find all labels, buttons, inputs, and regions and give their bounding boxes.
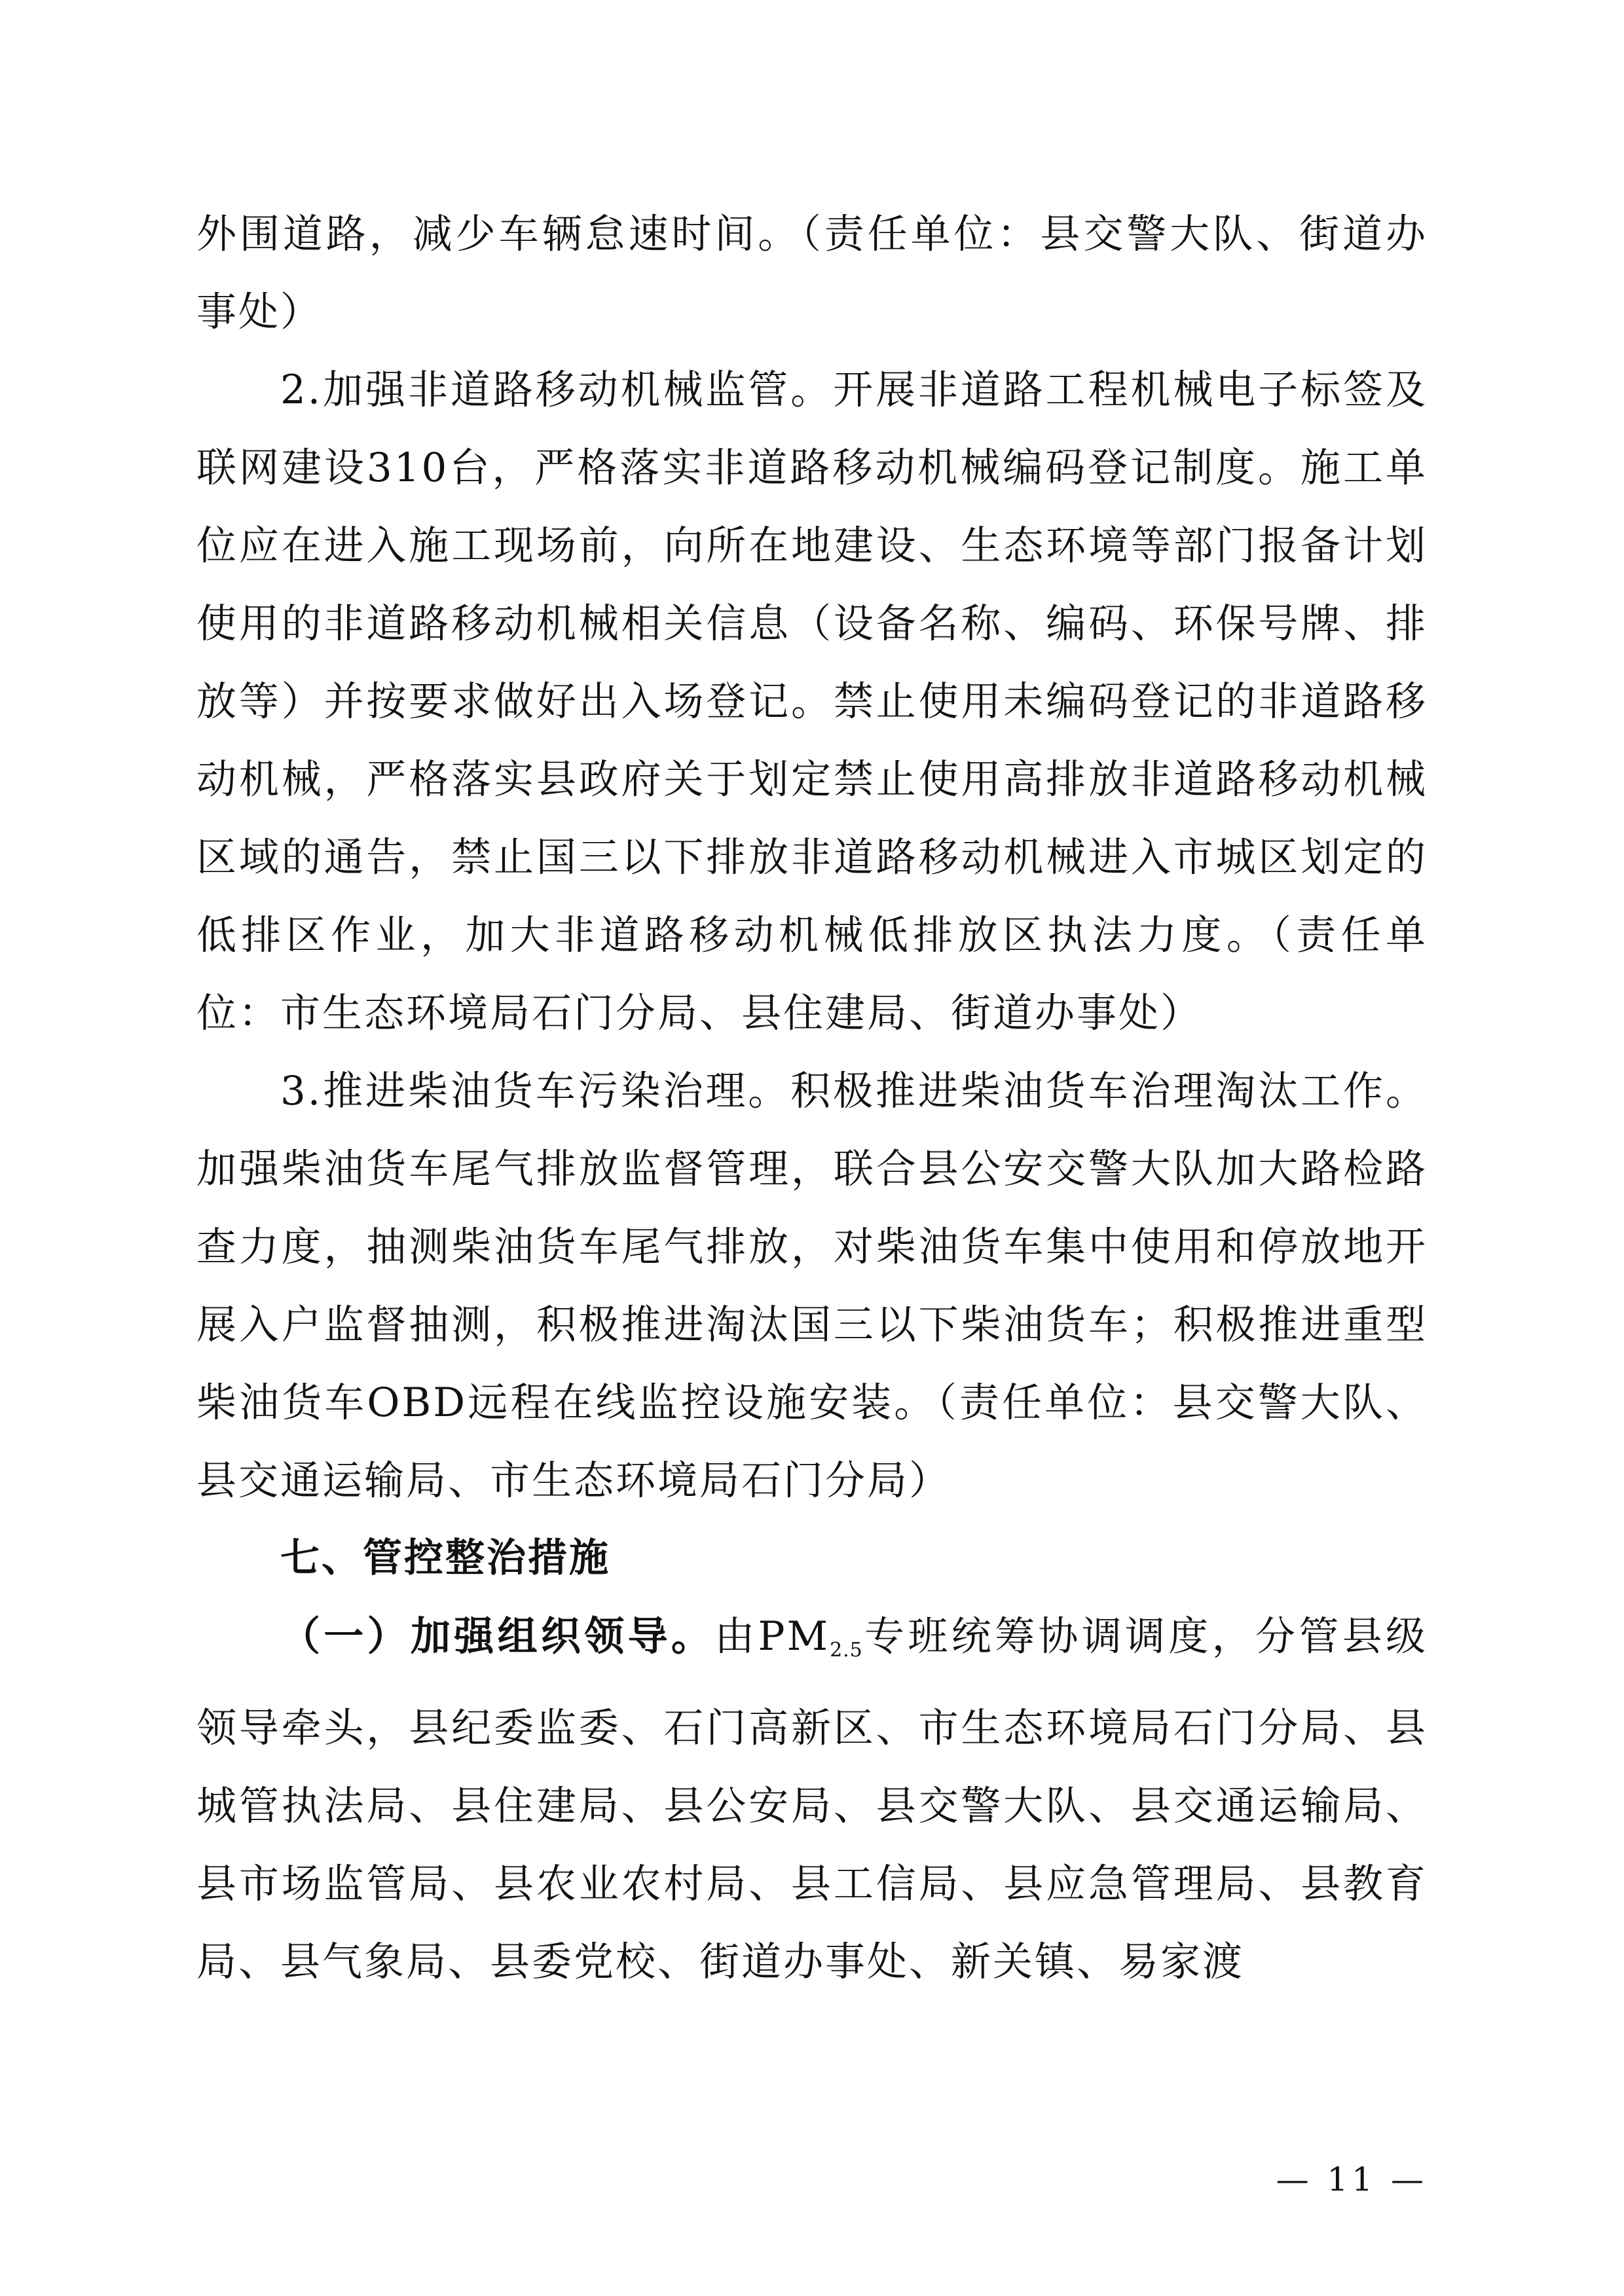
paragraph-non-road-machinery: 2.加强非道路移动机械监管。开展非道路工程机械电子标签及联网建设310台，严格落实非道路移动机械编码登记制度。施工单位应在进入施工现场前，向所在地建设、生态环境等部门报备计划使用的非道路移动机械相关信息（设备名称、编码、环保号牌、排放等）并按要求做好出入场登记。禁止使用未编码登记的非道路移动机械，严格落实县政府关于划定禁止使用高排放非道路移动机械区域的通告，禁止国三以下排放非道路移动机械进入市城区划定的低排区作业，加大非道路移动机械低排放区执法力度。（责任单位：市生态环境局石门分局、县住建局、街道办事处） [196,367,1428,1036]
page-number: — 11 — [1276,2160,1428,2198]
subsection-mark: （一）加强组织领导。 [280,1613,715,1660]
paragraph-continuation: 外围道路，减少车辆怠速时间。（责任单位：县交警大队、街道办事处） [196,211,1428,335]
section-heading: 七、管控整治措施 [280,1535,610,1581]
subsection-text: 专班统筹协调调度，分管县级领导牵头，县纪委监委、石门高新区、市生态环境局石门分局、县城管执法局、县住建局、县公安局、县交警大队、县交通运输局、县市场监管局、县农业农村局、县工信局、县应急管理局、县教育局、县气象局、县委党校、街道办事处、新关镇、易家渡 [196,1613,1428,1985]
paragraph-organization-leadership [196,1597,1428,2001]
subsection-lead: 由 [714,1613,758,1660]
paragraph-diesel-truck: 3.推进柴油货车污染治理。积极推进柴油货车治理淘汰工作。加强柴油货车尾气排放监督管理，联合县公安交警大队加大路检路查力度，抽测柴油货车尾气排放，对柴油货车集中使用和停放地开展入户监督抽测，积极推进淘汰国三以下柴油货车；积极推进重型柴油货车OBD远程在线监控设施安装。（责任单位：县交警大队、县交通运输局、市生态环境局石门分局） [196,1068,1428,1504]
pm-label: PM [758,1613,830,1660]
pm-subscript: 2.5 [830,1639,863,1662]
document-body [196,195,1428,2001]
